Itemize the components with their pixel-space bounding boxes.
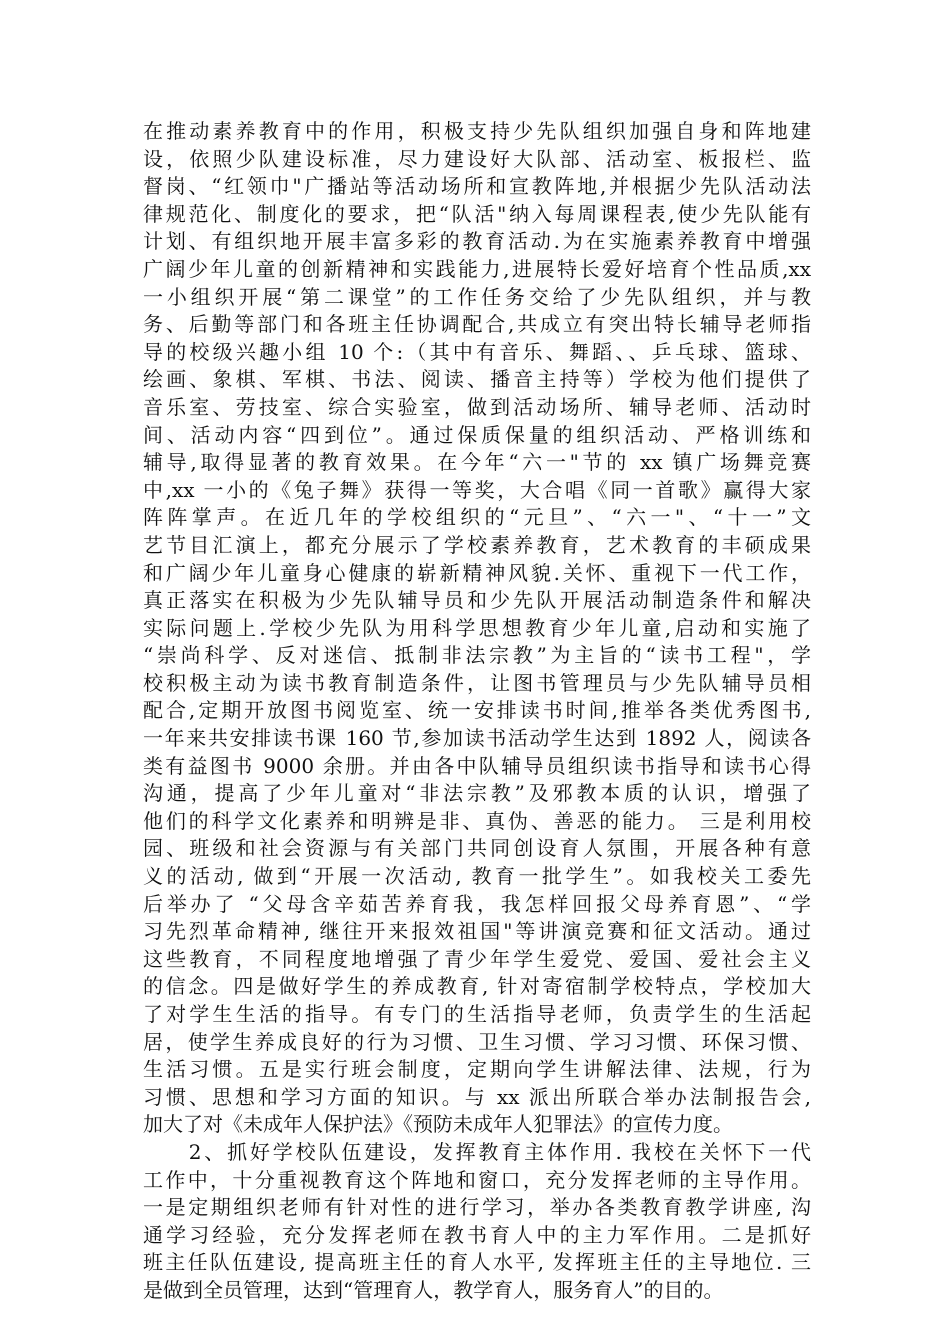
text-line: 后举办了 “父母含辛茹苦养育我，我怎样回报父母养育恩”、“学 bbox=[143, 891, 811, 916]
text-line: 辅导,取得显著的教育效果。在今年“六一"节的 xx 镇广场舞竞赛 bbox=[143, 450, 811, 475]
text-line: 一是定期组织老师有针对性的进行学习，举办各类教育教学讲座, 沟 bbox=[143, 1195, 811, 1220]
text-line: 工作中，十分重视教育这个阵地和窗口，充分发挥老师的主导作用。 bbox=[143, 1167, 811, 1192]
text-line: 督岗、“红领巾"广播站等活动场所和宣教阵地,并根据少先队活动法 bbox=[143, 174, 811, 199]
text-line: 一小组织开展“第二课堂”的工作任务交给了少先队组织，并与教 bbox=[143, 284, 811, 309]
text-line: 广阔少年儿童的创新精神和实践能力,进展特长爱好培育个性品质,xx bbox=[143, 256, 811, 281]
text-line: 习惯、思想和学习方面的知识。与 xx 派出所联合举办法制报告会, bbox=[143, 1084, 811, 1109]
text-line: 沟通，提高了少年儿童对“非法宗教”及邪教本质的认识，增强了 bbox=[143, 781, 811, 806]
text-line: 配合,定期开放图书阅览室、统一安排读书时间,推举各类优秀图书, bbox=[143, 698, 811, 723]
text-line: 2、抓好学校队伍建设，发挥教育主体作用. 我校在关怀下一代 bbox=[143, 1139, 811, 1164]
text-line: 是做到全员管理，达到“管理育人，教学育人，服务育人”的目的。 bbox=[143, 1277, 724, 1302]
text-line: 加大了对《未成年人保护法》《预防未成年人犯罪法》的宣传力度。 bbox=[143, 1112, 733, 1137]
text-line: 生活习惯。五是实行班会制度，定期向学生讲解法律、法规，行为 bbox=[143, 1057, 811, 1082]
text-line: 园、班级和社会资源与有关部门共同创设育人氛围，开展各种有意 bbox=[143, 836, 811, 861]
text-line: 居，使学生养成良好的行为习惯、卫生习惯、学习习惯、环保习惯、 bbox=[143, 1029, 811, 1054]
text-line: 他们的科学文化素养和明辨是非、真伪、善恶的能力。 三是利用校 bbox=[143, 808, 811, 833]
text-line: 计划、有组织地开展丰富多彩的教育活动.为在实施素养教育中增强 bbox=[143, 229, 811, 254]
text-line: 律规范化、制度化的要求，把“队活"纳入每周课程表,使少先队能有 bbox=[143, 201, 811, 226]
text-line: 音乐室、劳技室、综合实验室，做到活动场所、辅导老师、活动时 bbox=[143, 394, 811, 419]
text-line: “崇尚科学、反对迷信、抵制非法宗教”为主旨的“读书工程"，学 bbox=[143, 643, 811, 668]
text-line: 的信念。四是做好学生的养成教育, 针对寄宿制学校特点，学校加大 bbox=[143, 974, 811, 999]
text-line: 实际问题上.学校少先队为用科学思想教育少年儿童,启动和实施了 bbox=[143, 615, 811, 640]
text-line: 绘画、象棋、军棋、书法、阅读、播音主持等）学校为他们提供了 bbox=[143, 367, 811, 392]
text-line: 这些教育，不同程度地增强了青少年学生爱党、爱国、爱社会主义 bbox=[143, 946, 811, 971]
text-line: 班主任队伍建设, 提高班主任的育人水平, 发挥班主任的主导地位. 三 bbox=[143, 1250, 811, 1275]
text-line: 校积极主动为读书教育制造条件，让图书管理员与少先队辅导员相 bbox=[143, 670, 811, 695]
text-line: 义的活动, 做到“开展一次活动, 教育一批学生”。如我校关工委先 bbox=[143, 864, 811, 889]
text-line: 设，依照少队建设标准，尽力建设好大队部、活动室、板报栏、监 bbox=[143, 146, 811, 171]
text-line: 在推动素养教育中的作用，积极支持少先队组织加强自身和阵地建 bbox=[143, 119, 811, 143]
text-line: 一年来共安排读书课 160 节,参加读书活动学生达到 1892 人，阅读各 bbox=[143, 726, 811, 751]
text-line: 类有益图书 9000 余册。并由各中队辅导员组织读书指导和读书心得 bbox=[143, 753, 811, 778]
text-line: 真正落实在积极为少先队辅导员和少先队开展活动制造条件和解决 bbox=[143, 588, 811, 613]
text-line: 导的校级兴趣小组 10 个:（其中有音乐、舞蹈、、乒乓球、篮球、 bbox=[143, 339, 811, 364]
text-line: 间、活动内容“四到位”。通过保质保量的组织活动、严格训练和 bbox=[143, 422, 811, 447]
text-line: 和广阔少年儿童身心健康的崭新精神风貌.关怀、重视下一代工作， bbox=[143, 560, 811, 585]
text-line: 习先烈革命精神, 继往开来报效祖国"等讲演竞赛和征文活动。通过 bbox=[143, 919, 811, 944]
text-line: 通学习经验，充分发挥老师在教书育人中的主力军作用。二是抓好 bbox=[143, 1222, 811, 1247]
text-line: 务、后勤等部门和各班主任协调配合,共成立有突出特长辅导老师指 bbox=[143, 312, 811, 337]
text-line: 艺节目汇演上，都充分展示了学校素养教育，艺术教育的丰硕成果 bbox=[143, 532, 811, 557]
text-line: 了对学生生活的指导。有专门的生活指导老师，负责学生的生活起 bbox=[143, 1002, 811, 1026]
text-line: 阵阵掌声。在近几年的学校组织的“元旦”、“六一"、“十一”文 bbox=[143, 505, 811, 530]
document-body bbox=[143, 118, 811, 1305]
text-line: 中,xx 一小的《兔子舞》获得一等奖，大合唱《同一首歌》赢得大家 bbox=[143, 477, 811, 502]
